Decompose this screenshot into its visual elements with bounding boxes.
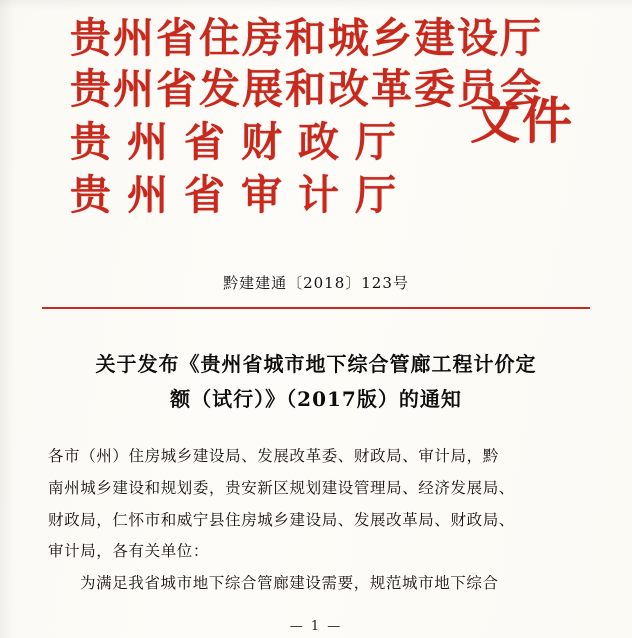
body-line: 南州城乡建设和规划委，贵安新区规划建设管理局、经济发展局、 xyxy=(48,478,515,497)
body-line: 为满足我省城市地下综合管廊建设需要，规范城市地下综合 xyxy=(80,574,499,593)
masthead-line-1: 贵州省住房和城乡建设厅 xyxy=(70,14,543,62)
page-number-marker: — 1 — xyxy=(289,619,343,634)
document-title xyxy=(70,347,562,417)
red-divider-rule xyxy=(42,307,590,309)
masthead-line-4: 贵州省审计厅 xyxy=(70,171,412,219)
masthead-document-word: 文件 xyxy=(470,91,574,150)
document-number: 黔建建通〔2018〕123号 xyxy=(223,274,409,292)
masthead-line-3: 贵州省财政厅 xyxy=(70,118,412,166)
body-line: 各市（州）住房城乡建设局、发展改革委、财政局、审计局，黔 xyxy=(48,447,499,465)
document-body xyxy=(48,441,584,600)
masthead-line-2: 贵州省发展和改革委员会 xyxy=(70,65,543,113)
body-line: 财政局，仁怀市和威宁县住房城乡建设局、发展改革局、财政局、 xyxy=(48,510,515,529)
document-title-line-2: 额（试行）》（2017版）的通知 xyxy=(170,387,462,411)
document-title-line-1: 关于发布《贵州省城市地下综合管廊工程计价定 xyxy=(95,352,537,376)
body-line: 审计局，各有关单位： xyxy=(48,542,210,561)
masthead xyxy=(0,0,632,230)
